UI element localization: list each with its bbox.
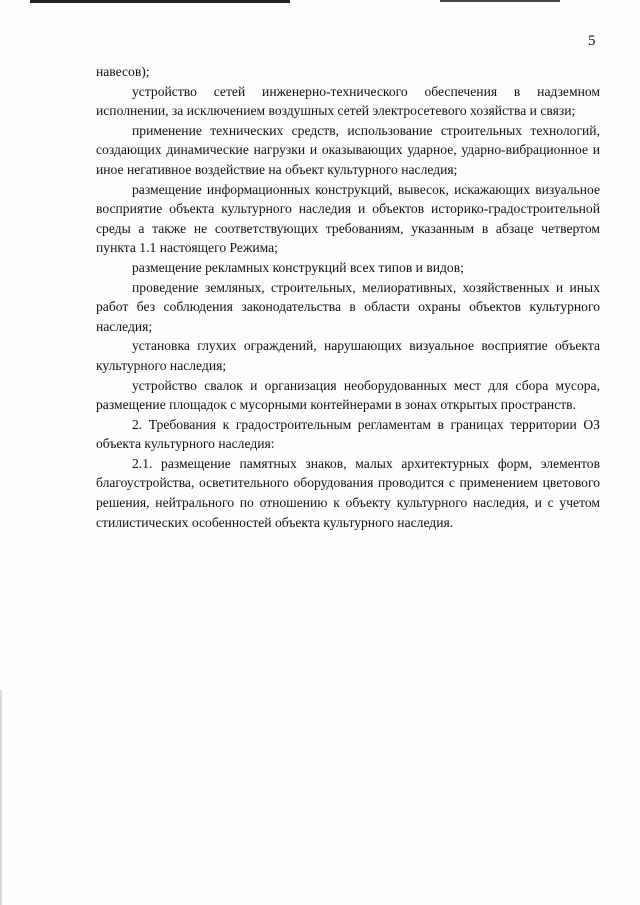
- paragraph-information-structures: размещение информационных конструкций, вывесок, искажающих визуальное восприятие объекта культурного наследия и объектов историко-градостроительной среды а также не соответствующих требованиям, указанным в абзаце четвертом пункта 1.1 настоящего Режима;: [96, 181, 600, 256]
- scan-edge-mark-2: [440, 0, 560, 2]
- page-number: 5: [588, 33, 596, 49]
- paragraph-advertising: размещение рекламных конструкций всех типов и видов;: [132, 259, 464, 275]
- paragraph-section-2-heading: 2. Требования к градостроительным регламентам в границах территории ОЗ объекта культурного наследия:: [96, 416, 600, 452]
- document-body: [96, 62, 600, 532]
- scan-left-edge: [0, 690, 2, 905]
- paragraph-blind-fences: установка глухих ограждений, нарушающих визуальное восприятие объекта культурного наследия;: [96, 338, 600, 373]
- scan-edge-mark: [30, 0, 290, 3]
- paragraph-engineering-networks: устройство сетей инженерно-технического обеспечения в надземном исполнении, за исключением воздушных сетей электросетевого хозяйства и связи;: [96, 83, 600, 119]
- paragraph-section-2-1: 2.1. размещение памятных знаков, малых архитектурных форм, элементов благоустройства, осветительного оборудования проводится с применением цветового решения, нейтрального по отношению к объекту культурного наследия, и с учетом стилистических особенностей объекта культурного наследия.: [96, 455, 600, 530]
- paragraph-earthworks: проведение земляных, строительных, мелиоративных, хозяйственных и иных работ без соблюдения законодательства в области охраны объектов культурного наследия;: [96, 279, 600, 334]
- paragraph-dumps: устройство свалок и организация необорудованных мест для сбора мусора, размещение площадок с мусорными контейнерами в зонах открытых пространств.: [96, 377, 600, 413]
- paragraph-awnings-end: навесов);: [96, 64, 150, 79]
- paragraph-technical-means: применение технических средств, использование строительных технологий, создающих динамические нагрузки и оказывающих ударное, ударно-вибрационное и иное негативное воздействие на объект культурного наследия;: [96, 122, 600, 177]
